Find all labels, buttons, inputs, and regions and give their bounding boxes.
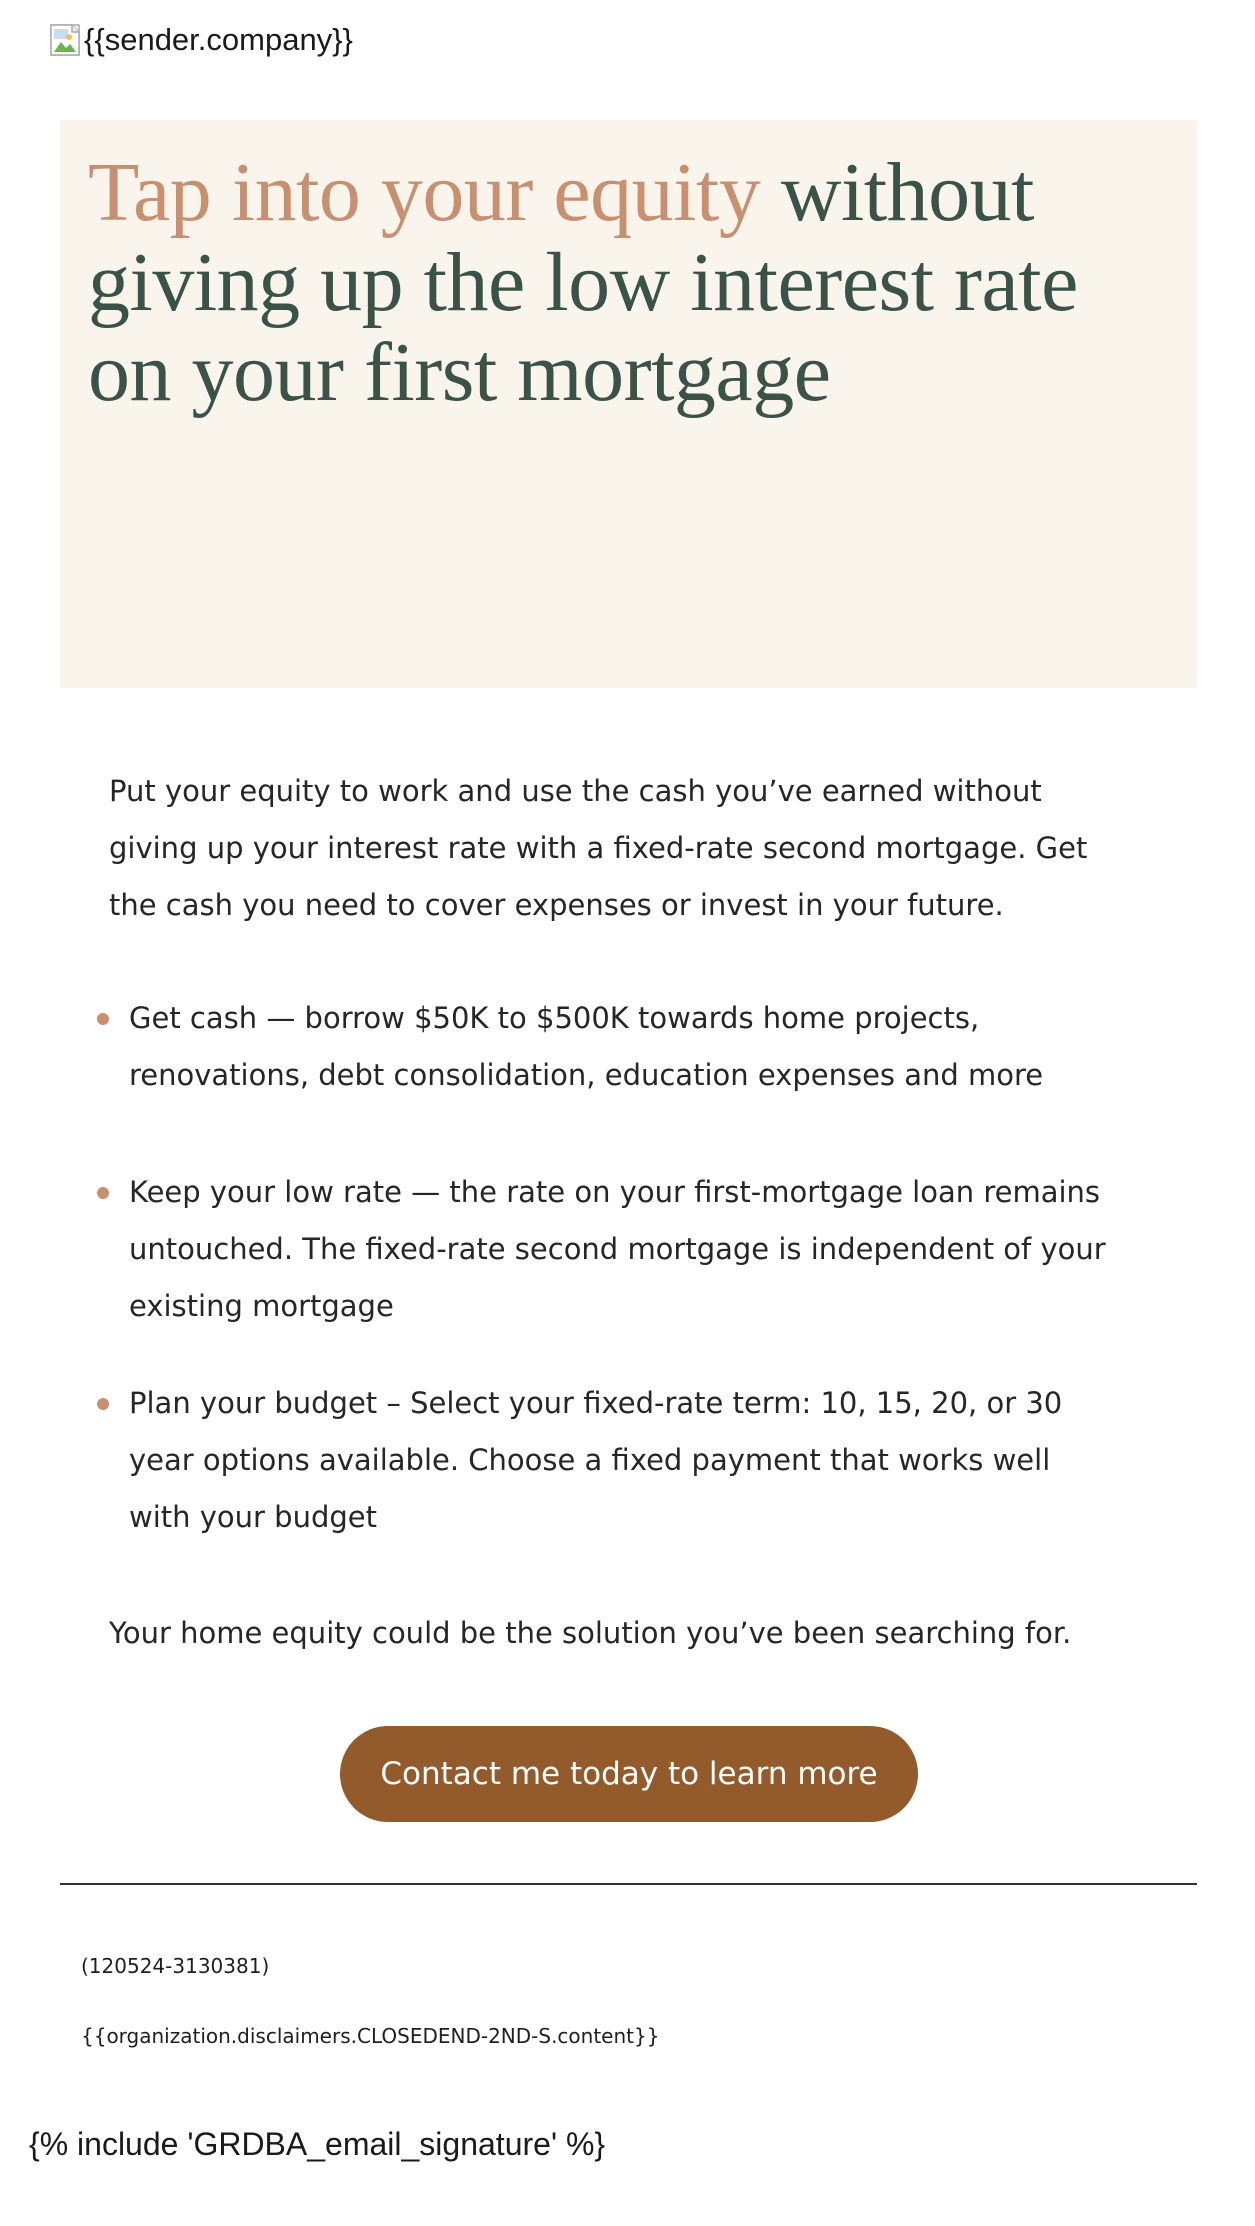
- list-item: [97, 1375, 1137, 1546]
- closing-paragraph: Your home equity could be the solution you’ve been searching for.: [109, 1616, 1072, 1650]
- bullet-dot-icon: [97, 1187, 109, 1199]
- bullet-dot-icon: [97, 1398, 109, 1410]
- contact-cta-button[interactable]: [340, 1726, 918, 1822]
- company-logo: [50, 22, 353, 58]
- logo-alt-text: {{sender.company}}: [84, 22, 353, 57]
- list-item-text: Get cash — borrow $50K to $500K towards home projects, renovations, debt consolidation, education expenses and more: [129, 1001, 1044, 1092]
- cta-label: Contact me today to learn more: [380, 1756, 878, 1792]
- hero-title: [88, 148, 1098, 418]
- intro-paragraph: Put your equity to work and use the cash you’ve earned without giving up your interest rate with a fixed-rate second mortgage. Get the cash you need to cover expenses or invest in your future.: [109, 774, 1088, 922]
- list-item-text: Plan your budget – Select your fixed-rate term: 10, 15, 20, or 30 year options available. Choose a fixed payment that works well with your budget: [129, 1386, 1063, 1534]
- list-item: [97, 990, 1137, 1104]
- disclaimer-text: {{organization.disclaimers.CLOSEDEND-2ND-S.content}}: [81, 2024, 660, 2048]
- campaign-code: (120524-3130381): [81, 1954, 270, 1978]
- list-item: [97, 1164, 1137, 1335]
- broken-image-icon: [50, 24, 82, 56]
- benefits-list: [97, 990, 1137, 1546]
- footer-divider: [60, 1883, 1197, 1885]
- hero-title-accent: Tap into your equity: [88, 146, 761, 239]
- email-signature: {% include 'GRDBA_email_signature' %}: [29, 2126, 606, 2162]
- list-item-text: Keep your low rate — the rate on your first-mortgage loan remains untouched. The fixed-rate second mortgage is independent of your existing mortgage: [129, 1175, 1106, 1323]
- bullet-dot-icon: [97, 1013, 109, 1025]
- hero-title-rest: without giving up the low interest rate on your first mortgage: [88, 146, 1078, 419]
